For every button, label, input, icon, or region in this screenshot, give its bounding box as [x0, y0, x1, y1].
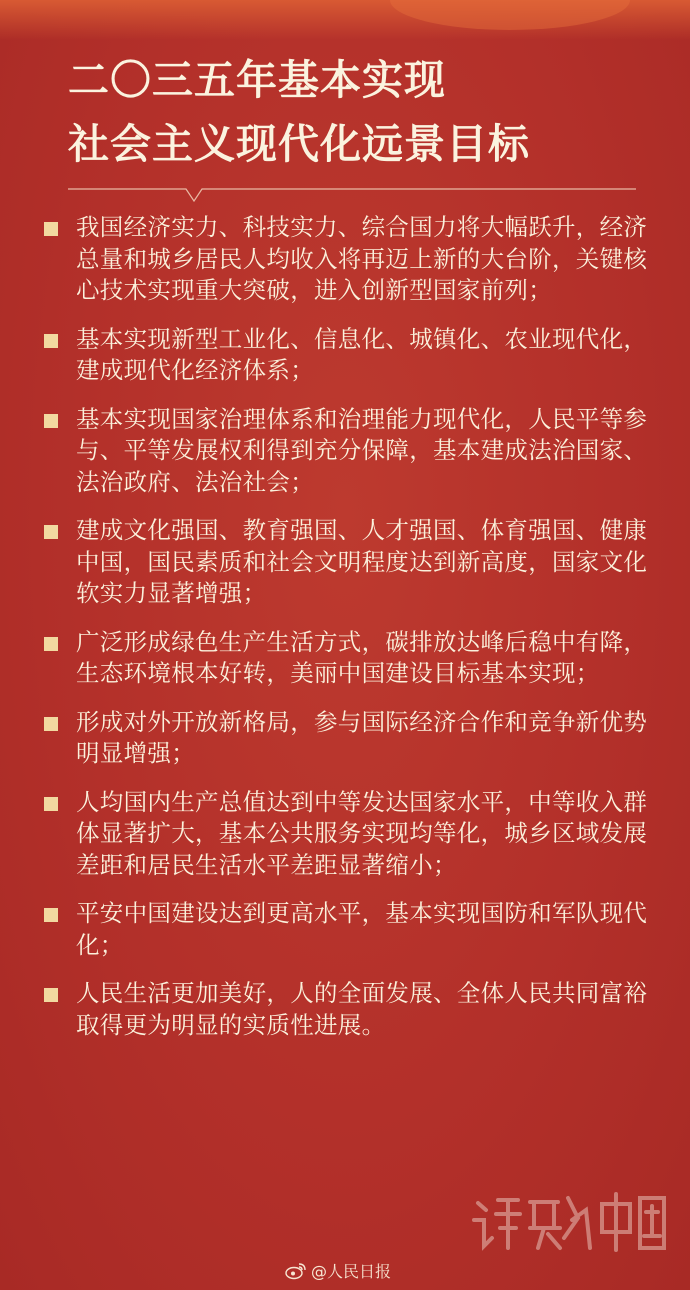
goal-item-text: 我国经济实力、科技实力、综合国力将大幅跃升，经济总量和城乡居民人均收入将再迈上新的大台阶，关键核心技术实现重大突破，进入创新型国家前列；: [76, 213, 648, 304]
bullet-square: [44, 717, 58, 731]
goal-item: [44, 787, 654, 882]
poster-title: [68, 48, 648, 176]
goal-item-text: 基本实现国家治理体系和治理能力现代化，人民平等参与、平等发展权利得到充分保障，基本建成法治国家、法治政府、法治社会；: [76, 404, 648, 496]
goal-item-text: 形成对外开放新格局，参与国际经济合作和竞争新优势明显增强；: [76, 707, 648, 767]
goal-item: [44, 707, 654, 770]
goal-item: [44, 212, 654, 307]
title-line-1: 二〇三五年基本实现: [68, 56, 446, 104]
goal-item-text: 广泛形成绿色生产生活方式，碳排放达峰后稳中有降，生态环境根本好转，美丽中国建设目标基本实现；: [76, 627, 648, 687]
goal-item: [44, 978, 654, 1041]
goal-item-text: 基本实现新型工业化、信息化、城镇化、农业现代化，建成现代化经济体系；: [76, 324, 648, 384]
goal-item: [44, 627, 654, 690]
goal-item: [44, 324, 654, 387]
top-decoration-shape: [390, 0, 630, 30]
title-divider: [68, 188, 636, 204]
bullet-square: [44, 988, 58, 1002]
weibo-icon: [285, 1262, 307, 1280]
bullet-square: [44, 637, 58, 651]
goal-item-text: 人均国内生产总值达到中等发达国家水平，中等收入群体显著扩大，基本公共服务实现均等化，城乡区域发展差距和居民生活水平差距显著缩小；: [76, 787, 648, 879]
source-credit: [285, 1259, 391, 1282]
bullet-square: [44, 797, 58, 811]
goal-item-text: 平安中国建设达到更高水平，基本实现国防和军队现代化；: [76, 899, 648, 959]
goal-item: [44, 404, 654, 499]
goal-list: [44, 212, 654, 1058]
goal-item-text: 人民生活更加美好，人的全面发展、全体人民共同富裕取得更为明显的实质性进展。: [76, 979, 648, 1039]
watermark-logo: [468, 1188, 668, 1258]
title-line-2: 社会主义现代化远景目标: [68, 120, 530, 168]
goal-item-text: 建成文化强国、教育强国、人才强国、体育强国、健康中国，国民素质和社会文明程度达到新高度，国家文化软实力显著增强；: [76, 516, 648, 607]
top-decoration: [0, 0, 690, 40]
bullet-square: [44, 334, 58, 348]
bullet-square: [44, 525, 58, 539]
goal-item: [44, 515, 654, 610]
bullet-square: [44, 222, 58, 236]
source-label: @人民日报: [311, 1262, 392, 1281]
goal-item: [44, 898, 654, 961]
bullet-square: [44, 414, 58, 428]
bullet-square: [44, 908, 58, 922]
